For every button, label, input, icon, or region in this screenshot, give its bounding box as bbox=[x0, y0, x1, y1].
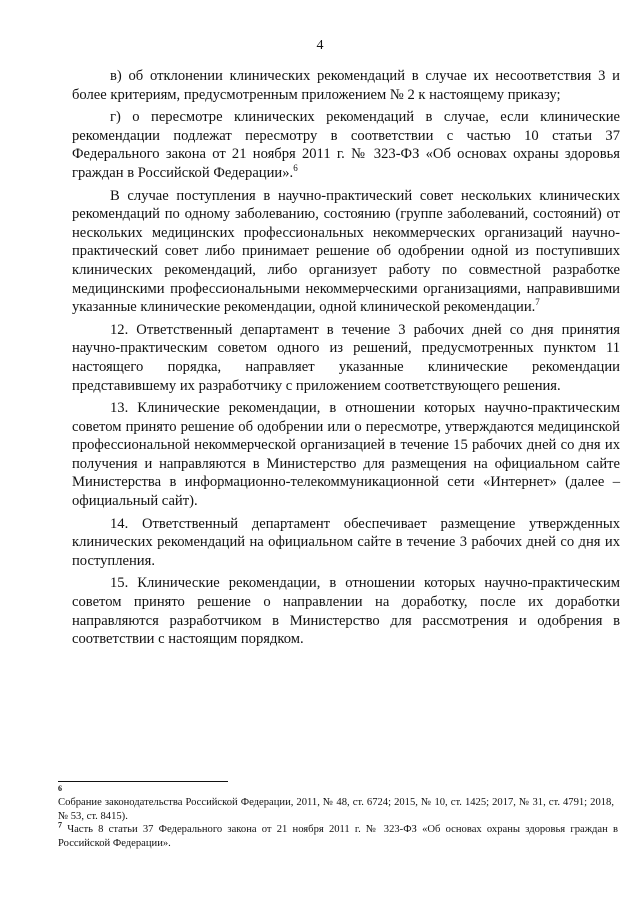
paragraph-text: в) об отклонении клинических рекомендаций в случае их несоответствия 3 и более критериям, предусмотренным приложением № 2 к настоящему приказу; bbox=[72, 68, 620, 103]
paragraph-text: 15. Клинические рекомендации, в отношении которых научно-практическим советом принято решение о направлении на доработку, после их доработки направляются разработчиком в Министерство для рассмотрения и одобрения в соответствии с настоящим порядком. bbox=[72, 575, 620, 648]
footnote-marker: 7 bbox=[58, 820, 62, 830]
page-number: 4 bbox=[316, 38, 324, 53]
footnote-7 bbox=[58, 820, 618, 850]
footnote-text: Собрание законодательства Российской Федерации, 2011, № 48, ст. 6724; 2015, № 10, ст. 1425; 2017, № 31, ст. 4791; 2018, № 53, ст. 8415). bbox=[58, 797, 614, 822]
paragraph-text: 14. Ответственный департамент обеспечивает размещение утвержденных клинических рекомендаций на официальном сайте в течение 3 рабочих дней со дня их поступления. bbox=[72, 515, 620, 569]
paragraph-clause-12 bbox=[72, 321, 620, 395]
paragraph-text: 12. Ответственный департамент в течение 3 рабочих дней со дня принятия научно-практическим советом одного из решений, предусмотренных пунктом 11 настоящего порядка, направляет указанные клинические рекомендации представившему их разработчику с приложением соответствующего решения. bbox=[72, 321, 620, 394]
paragraph-revision bbox=[72, 108, 620, 182]
footnote-6 bbox=[58, 796, 618, 823]
footnote-separator bbox=[58, 781, 228, 782]
document-body bbox=[72, 67, 620, 649]
paragraph-rejection bbox=[72, 67, 620, 104]
footnote-reference[interactable]: 7 bbox=[535, 297, 540, 308]
footnote-reference[interactable]: 6 bbox=[293, 163, 298, 174]
paragraph-multiple-submissions bbox=[72, 187, 620, 317]
footnotes bbox=[58, 784, 618, 850]
paragraph-clause-14 bbox=[72, 515, 620, 571]
footnote-text: Часть 8 статьи 37 Федерального закона от 21 ноября 2011 г. № 323-ФЗ «Об основах охраны здоровья граждан в Российской Федерации». bbox=[58, 824, 618, 849]
paragraph-text: г) о пересмотре клинических рекомендаций в случае, если клинические рекомендации подлежат пересмотру в соответствии с частью 10 статьи 37 Федерального закона от 21 ноября 2011 г. № 323-ФЗ «Об основах охраны здоровья граждан в Российской Федерации». bbox=[72, 109, 620, 181]
footnote-marker: 6 bbox=[58, 784, 62, 793]
paragraph-text: В случае поступления в научно-практический совет нескольких клинических рекомендаций по одному заболеванию, состоянию (группе заболеваний, состояний) от нескольких медицинских профессиональных некоммерческих организаций научно-практический совет либо принимает решение об одобрении одной из поступивших клинических рекомендаций, либо организует работу по совместной разработке медицинскими профессиональными некоммерческими организациями, направившими указанные клинические рекомендации, одной клинической рекомендации. bbox=[72, 187, 620, 316]
paragraph-clause-13 bbox=[72, 399, 620, 511]
paragraph-clause-15 bbox=[72, 574, 620, 648]
paragraph-text: 13. Клинические рекомендации, в отношении которых научно-практическим советом принято решение об одобрении или о пересмотре, утверждаются медицинской профессиональной некоммерческой организацией в течение 15 рабочих дней со дня их получения и направляются в Министерство для размещения на официальном сайте Министерства в информационно-телекоммуникационной сети «Интернет» (далее – официальный сайт). bbox=[72, 400, 620, 510]
